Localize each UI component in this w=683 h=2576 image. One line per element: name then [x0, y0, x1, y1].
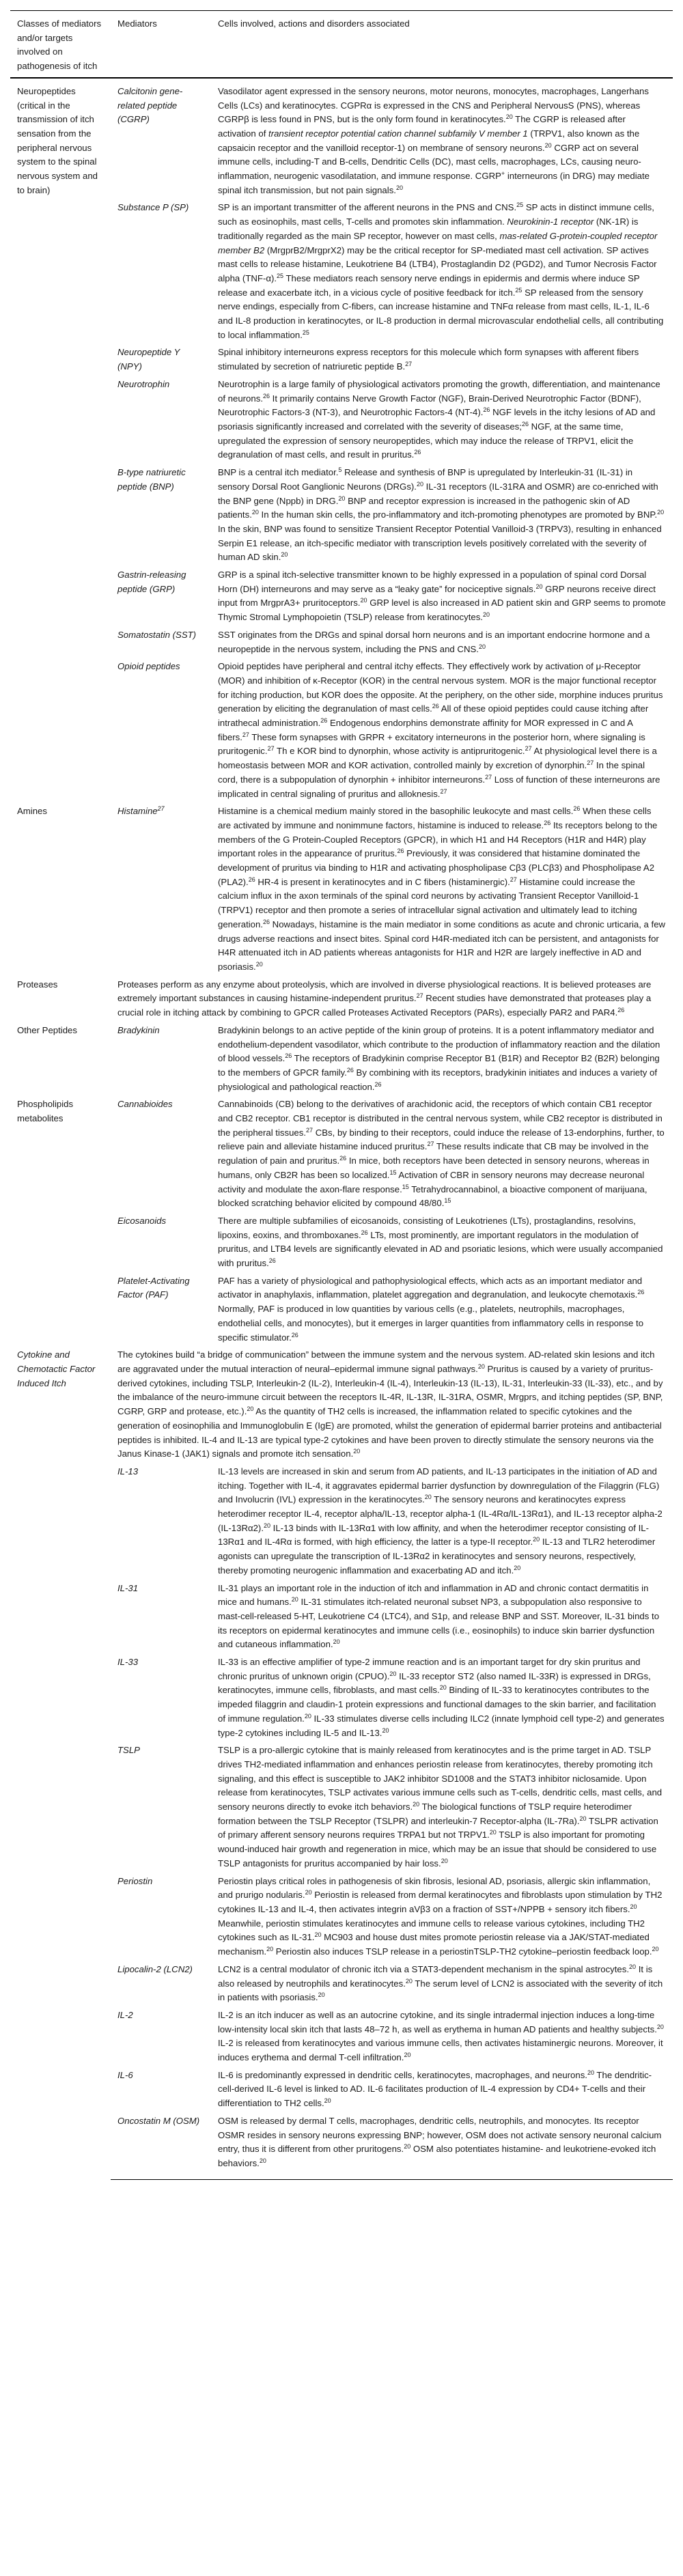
class-cell: Neuropeptides (critical in the transmission of itch sensation from the peripheral nervous system to the spinal nervous system and to brain) [17, 85, 98, 195]
text-run: IL-31 stimulates itch-related neuronal subset NP3, a subpopulation also responsive to mast-cell-released 5-HT, Leukotriene C4 (LTC4), and S1p, and release BNP and SST. Moreover, IL-31 binds to its receptors on epidermal keratinocytes and immune cells (i.e., eosinophils) to induce skin barrier dysfunction and cutaneous inflammation. [218, 1597, 660, 1650]
text-run: Periostin plays critical roles in pathogenesis of skin fibrosis, lesional AD, psoriasis, allergic skin inflammation, and prurigo nodularis. [218, 1875, 651, 1901]
description-cell [111, 1346, 673, 1463]
text-run: The serum level of LCN2 is associated with the severity of itch in patients with psoriasis. [218, 1978, 663, 2003]
text-run: The sensory neurons and keratinocytes express heterodimer receptor IL-4, receptor alpha/IL-13, receptor alpha-1 (IL-4Rα/IL-13Rα1), and IL-13 receptor alpha-2 (IL-13Rα2). [218, 1494, 663, 1533]
reference-superscript: 20 [324, 2097, 331, 2105]
text-run: SST originates from the DRGs and spinal dorsal horn neurons and is an important endocrine hormone and a neuropeptide in the nervous system, including the PNS and CNS. [218, 629, 650, 654]
reference-superscript: 20 [441, 1857, 448, 1864]
mediator-name: Neurotrophin [117, 378, 170, 389]
text-run: These results indicate that CB may be involved in the regulation of pain and pruritus. [218, 1141, 649, 1166]
reference-superscript: 20 [247, 1405, 254, 1413]
reference-superscript: 20 [395, 184, 403, 191]
text-run: The dendritic-cell-derived IL-6 level is linked to AD. IL-6 facilitates production of IL-4 expression by CD4+ T-cells and their differentiation to TH2 cells. [218, 2069, 652, 2109]
text-run: At physiological level there is a homeostasis between MOR and KOR activation, controlled mainly by excretion of dynorphin. [218, 746, 657, 771]
text-run: TSLP is a pro-allergic cytokine that is mainly released from keratinocytes and is the prime target in AD. TSLP drives TH2-mediated inflammation and enhances periostin release from keratinocytes, thereby promoting itch signaling, and this effect is susceptible to JAK2 inhibitor SD1008 and the STAT3 inhibitor niclosamide. Upon release from keratinocytes, TSLP activates various immune cells such as T-cells, dendritic cells, mast cells, and sensory neurons directly to evoke itch behaviors. [218, 1745, 663, 1812]
reference-superscript: 20 [305, 1889, 312, 1896]
text-run: Normally, PAF is produced in low quantities by various cells (e.g., platelets, neutrophils, macrophages, endothelial cells, and monocytes), but it emerges in larger quantities from inflammatory cells in response to specific stimulator. [218, 1304, 644, 1343]
description-cell [211, 1653, 673, 1741]
reference-superscript: 20 [389, 1670, 397, 1677]
reference-superscript: 20 [477, 1362, 485, 1370]
mediator-cell [111, 1653, 211, 1741]
class-cell: Cytokine and Chemotactic Factor Induced Itch [17, 1349, 96, 1388]
text-run: GRP neurons receive direct input from MrgprA3+ pruritoceptors. [218, 583, 656, 608]
reference-superscript: 26 [285, 1052, 292, 1060]
mediator-cell [111, 658, 211, 802]
mediator-name: IL-31 [117, 1582, 139, 1593]
text-run: The cytokines build “a bridge of communication” between the immune system and the nervous system. AD-related skin lesions and itch are aggravated under the mutual interaction of neural–epidermal immune signal pathways. [117, 1349, 655, 1374]
reference-superscript: + [501, 170, 505, 178]
reference-superscript: 20 [413, 1801, 420, 1808]
text-run: Histamine is a chemical medium mainly stored in the basophilic leukocyte and mast cells. [218, 806, 574, 817]
text-run: Spinal inhibitory interneurons express receptors for this molecule which form synapses with afferent fibers stimulated by secretion of natriuretic peptide B. [218, 347, 639, 372]
reference-superscript: 20 [482, 611, 490, 619]
text-run: CBs, by binding to their receptors, could induce the release of 13-endorphins, further, to relieve pain and alleviate histamine induced pruritus. [218, 1127, 665, 1152]
text-run: In mice, both receptors have been detected in sensory neurons, whereas in humans, only CB2R has been so localized. [218, 1156, 650, 1180]
text-run: TSLPR activation of primary afferent sensory neurons requires TRPA1 but not TRPV1. [218, 1815, 658, 1840]
mediator-name: Oncostatin M (OSM) [117, 2115, 200, 2126]
text-run: Th e KOR bind to dynorphin, whose activity is antipruritogenic. [274, 746, 525, 757]
reference-superscript: 26 [339, 1155, 347, 1162]
text-run: Cannabinoids (CB) belong to the derivatives of arachidonic acid, the receptors of which contain CB1 receptor and CB2 receptor. CB1 receptor is distributed in the central nervous system, while CB2 receptor is distributed in the peripheral tissues. [218, 1099, 663, 1138]
mediator-cell [111, 1272, 211, 1347]
itch-mediators-table [10, 10, 673, 2180]
reference-superscript: 20 [533, 1536, 540, 1543]
text-run: IL-2 is an itch inducer as well as an autocrine cytokine, and its single intradermal injection induces a long-time low-intensity local skin itch that lasts 48–72 h, as well as erythema in human AD patients and healthy subjects. [218, 2009, 657, 2034]
reference-superscript: 26 [397, 848, 404, 855]
text-run: LTs, most prominently, are important regulators in the modulation of pruritus, and LTB4 levels are significantly elevated in AD and psoriatic lesions, which were usually accompanied with pruritus. [218, 1229, 663, 1269]
reference-superscript: 20 [416, 480, 423, 488]
mediator-cell [111, 2006, 211, 2067]
reference-superscript: 20 [266, 1946, 274, 1953]
reference-superscript: 20 [255, 961, 263, 968]
reference-superscript: 20 [657, 509, 665, 516]
reference-superscript: 20 [544, 141, 552, 149]
text-run: Proteases perform as any enzyme about proteolysis, which are involved in diverse physiological reactions. It is believed proteases are extremely important substances in causing histamine-independent pruritus. [117, 979, 652, 1004]
description-cell [211, 1961, 673, 2006]
text-run: IL-33 receptor ST2 (also named IL-33R) is expressed in DRGs, keratinocytes, immune cells, fibroblasts, and mast cells. [218, 1670, 651, 1696]
bottom-margin [10, 2180, 673, 2200]
reference-superscript: 26 [374, 1080, 382, 1088]
class-cell: Proteases [17, 979, 58, 990]
text-run: Nowadays, histamine is the main mediator in some conditions as acute and chronic urticaria, a few drugs adverse reactions and insect bites. Spinal cord H4R-mediated itch can be persistent, and antagonists for H4R attenuated itch in AD patients whereas antagonists for H1R and H2R are largely ineffective in AD and psoriasis. [218, 919, 666, 972]
reference-superscript: 20 [382, 1726, 389, 1734]
text-run: Previously, it was considered that histamine dominated the development of pruritus via binding to H1R and activating phospholipase Cβ3 (PLCβ3) and Phospholipase A2 (PLA2). [218, 848, 655, 887]
reference-superscript: 20 [652, 1946, 659, 1953]
text-run: OSM is released by dermal T cells, macrophages, dendritic cells, neutrophils, and monocytes. Its receptor OSMR resides in sensory neurons expressing BNP; however, OSM does not activate sensory neuronal calcium entry, thus it is different from other pruritogens. [218, 2115, 662, 2155]
mediator-name: IL-2 [117, 2009, 133, 2020]
reference-superscript: 20 [656, 2023, 664, 2030]
reference-superscript: 26 [521, 420, 529, 428]
reference-superscript: 26 [483, 406, 490, 414]
class-cell: Phospholipids metabolites [17, 1099, 74, 1124]
mediator-name: Cannabioides [117, 1099, 173, 1110]
text-run: Periostin also induces TSLP release in a periostinTSLP-TH2 cytokine–periostin feedback loop. [273, 1946, 652, 1957]
reference-superscript: 27 [242, 731, 249, 738]
mediator-name: Platelet-Activating Factor (PAF) [117, 1275, 190, 1300]
italic-term: transient receptor potential cation channel subfamily V member 1 [268, 128, 528, 139]
italic-term: Neurokinin-1 receptor [507, 216, 594, 227]
reference-superscript: 15 [389, 1168, 397, 1176]
text-run: In the spinal cord, there is a subpopulation of dynorphin + inhibitor interneurons. [218, 760, 645, 785]
text-run: All of these opioid peptides could cause itching after intrathecal administration. [218, 703, 649, 729]
mediator-cell [111, 344, 211, 375]
mediator-name: Lipocalin-2 (LCN2) [117, 1963, 193, 1974]
reference-superscript: 26 [263, 918, 270, 925]
mediator-name: B-type natriuretic peptide (BNP) [117, 467, 186, 492]
mediator-cell [111, 1212, 211, 1272]
reference-superscript: 20 [314, 1931, 322, 1939]
reference-superscript: 26 [268, 1257, 276, 1265]
reference-superscript: 20 [333, 1638, 340, 1646]
text-run: LCN2 is a central modulator of chronic itch via a STAT3-dependent mechanism in the spinal astrocytes. [218, 1963, 630, 1974]
reference-superscript: 25 [516, 201, 524, 209]
text-run: Loss of function of these interneurons are implicated in central signaling of pruritus and alloknesis. [218, 774, 660, 799]
text-run: NGF, at the same time, upregulated the expression of sensory neuropeptides, which may induce the release of TRPV1, elicit the degranulation of mast cells, and result in pruritus. [218, 421, 634, 460]
text-run: (TRPV1, also known as the capsaicin receptor and the vanilloid receptor-1) on membrane of sensory neurons. [218, 128, 640, 153]
text-run: IL-2 is released from keratinocytes and various immune cells, then activates histaminergic neurons. Moreover, it induces erythema and dermal T-cell infiltration. [218, 2038, 663, 2063]
description-cell [211, 376, 673, 464]
text-run: GRP level is also increased in AD patient skin and GRP seems to promote Thymic Stromal Lymphopoietin (TSLP) release from keratinocytes. [218, 598, 666, 623]
mediator-cell [111, 1095, 211, 1212]
text-run: OSM also potentiates histamine- and leukotriene-evoked itch behaviors. [218, 2144, 656, 2168]
reference-superscript: 27 [510, 876, 517, 883]
description-cell [211, 566, 673, 626]
mediator-cell [111, 1961, 211, 2006]
reference-superscript: 20 [360, 597, 367, 604]
mediator-cell [111, 1463, 211, 1580]
reference-superscript: 20 [251, 509, 259, 516]
text-run: Recent studies have demonstrated that proteases play a crucial role in itching attack by combining to GPCR called Proteases Activated Receptors (PARs), especially PAR2 and PAR4. [117, 993, 652, 1018]
text-run: Release and synthesis of BNP is upregulated by Interleukin-31 (IL-31) in sensory Dorsal Root Ganglionic Neurons (DRGs). [218, 467, 633, 492]
mediator-name: Opioid peptides [117, 661, 180, 672]
table-row [10, 1095, 673, 1212]
header-mediators: Mediators [117, 18, 157, 29]
reference-superscript: 20 [587, 2069, 594, 2076]
text-run: In the skin, BNP was found to sensitize Transient Receptor Potential Vanilloid-3 (TRPV3), resulting in enhanced Serpin E1 release, an itch-specific mediator with transcription levels positively correlated with the severity of human AD skin. [218, 523, 662, 563]
reference-superscript: 27 [485, 773, 492, 781]
description-cell [211, 464, 673, 566]
class-cell: Amines [17, 806, 47, 817]
mediator-cell [111, 566, 211, 626]
mediator-cell [111, 802, 211, 975]
reference-superscript: 20 [629, 1963, 637, 1970]
reference-superscript: 26 [320, 717, 328, 725]
text-run: By combining with its receptors, bradykinin initiates and induces a variety of physiological and pathological reaction. [218, 1067, 658, 1092]
mediator-cell [111, 464, 211, 566]
text-run: It is also released by neutrophils and keratinocytes. [218, 1963, 653, 1989]
text-run: Pruritus is caused by a variety of pruritus-derived cytokines, including TSLP, Interleukin-2 (IL-2), Interleukin-4 (IL-4), Interleukin-13 (IL-13), IL-31, Interleukin-33 (IL-33), etc., and by the imbalance of the neuro-immune circuit between the receptors IL-4R, IL-13R, IL-31RA, OSMR, Mrgprs, and itching peptides (SP, BNP, CGRP, GRP and protease, etc.). [117, 1363, 663, 1417]
text-run: interneurons (in DRG) may mediate spinal itch transmission, but not pain signals. [218, 171, 650, 195]
reference-superscript: 20 [404, 2143, 411, 2151]
text-run: The biological functions of TSLP require heterodimer formation between the TSLP Receptor (TSLPR) and interleukin-7 Receptor-alpha (IL-7Ra). [218, 1802, 632, 1826]
text-run: The receptors of Bradykinin comprise Receptor B1 (B1R) and Receptor B2 (B2R) belonging to the members of GPCR family. [218, 1053, 660, 1078]
text-run: IL-13 levels are increased in skin and serum from AD patients, and IL-13 participates in the initiation of AD and itching. Together with IL-4, it aggravates epidermal barrier dysfunction by downregulation of the Filaggrin (FLG) and Involucrin (IVL) expression in the keratinocytes. [218, 1466, 660, 1505]
mediator-name: Neuropeptide Y (NPY) [117, 347, 180, 372]
text-run: MC903 and house dust mites promote periostin release via a JAK/STAT-mediated mechanism. [218, 1932, 650, 1957]
header-classes: Classes of mediators and/or targets involved on pathogenesis of itch [17, 18, 102, 72]
mediator-cell [111, 1873, 211, 1961]
text-run: Opioid peptides have peripheral and central itchy effects. They effectively work by activation of μ-Receptor (MOR) and inhibition of κ-Receptor (KOR) in the central nervous system. MOR is the major functional receptor for itching production, but KOR does the opposite. At the periphery, on the other side, morphine induces pruritus generation by eliciting the degranulation of mast cells. [218, 661, 663, 714]
mediator-cell [111, 1022, 211, 1096]
description-cell [211, 1580, 673, 1654]
reference-superscript: 27 [405, 361, 413, 368]
reference-superscript: 20 [514, 1564, 521, 1571]
text-run: SP released from the sensory nerve endings, especially from C-fibers, can increase histamine and TNFα release from mast cells, IL-1, IL-6 and IL-8 production in keratinocytes, or IL-8 production in dermal microvascular endothelial cells, all contributing to local inflammation. [218, 287, 664, 340]
reference-superscript: 20 [318, 1991, 325, 1999]
reference-superscript: 20 [424, 1494, 432, 1501]
table-row [10, 976, 673, 1022]
reference-superscript: 25 [515, 286, 522, 294]
text-run: IL-6 is predominantly expressed in dendritic cells, keratinocytes, macrophages, and neurons. [218, 2069, 587, 2080]
mediator-cell [111, 1580, 211, 1654]
text-run: Its receptors belong to the members of the G Protein-Coupled Receptors (GPCR), in which H1 and H4 Receptors (H1R and H4R) play important roles in the appearance of pruritus. [218, 820, 658, 859]
description-cell [211, 1272, 673, 1347]
reference-superscript: 15 [402, 1183, 409, 1190]
text-run: IL-31 receptors (IL-31RA and OSMR) are co-enriched with the BNP gene (Nppb) in DRG. [218, 481, 658, 506]
text-run: When these cells are activated by immune and nonimmune factors, histamine is induced to release. [218, 806, 652, 830]
reference-superscript: 20 [304, 1712, 311, 1720]
reference-superscript: 26 [248, 876, 255, 883]
text-run: BNP is a central itch mediator. [218, 467, 339, 478]
reference-superscript: 26 [573, 805, 581, 813]
table-row [10, 78, 673, 199]
mediator-name: IL-6 [117, 2069, 133, 2080]
description-cell [211, 626, 673, 658]
mediator-name: IL-33 [117, 1657, 139, 1668]
text-run: These form synapses with GRPR + excitatory interneurons in the posterior horn, where signaling is pruritogenic. [218, 731, 645, 757]
text-run: Neurotrophin is a large family of physiological activators promoting the growth, differentiation, and maintenance of neurons. [218, 378, 660, 404]
text-run: SP is an important transmitter of the afferent neurons in the PNS and CNS. [218, 202, 517, 213]
mediator-name: Eicosanoids [117, 1215, 167, 1226]
reference-superscript: 26 [637, 1289, 645, 1296]
text-run: As the quantity of TH2 cells is increased, the inflammation related to specific cytokines and the generation of eosinophilia and Immunoglobulin E (IgE) are promoted, whilst the generation of epidermal barrier proteins and antibacterial peptides is inhibited. IL-4 and IL-13 are typical type-2 cytokines and have been proven to directly stimulate the sensory neurons via the Janus Kinase-1 (JAK1) signals and promote itch sensation. [117, 1406, 662, 1459]
text-run: These mediators reach sensory nerve endings in epidermis and dermis where induce SP release and exacerbate itch, in a vicious cycle of positive feedback for itch. [218, 272, 640, 298]
reference-superscript: 26 [414, 449, 421, 456]
text-run: Binding of IL-33 to keratinocytes contributes to the impeded filaggrin and claudin-1 protein expressions and functional damages to the skin barrier, and facilitation of immune regulation. [218, 1685, 656, 1724]
description-cell [211, 344, 673, 375]
mediator-name: Histamine [117, 806, 158, 817]
description-cell [211, 78, 673, 199]
text-run: SP acts in distinct immune cells, such as eosinophils, mast cells, T-cells and promotes skin inflammation. [218, 202, 654, 227]
text-run: IL-33 is an effective amplifier of type-2 immune reaction and is an important target for dry skin pruritus and chronic pruritus of unknown origin (CPUO). [218, 1657, 641, 1681]
mediator-cell [111, 2112, 211, 2179]
reference-superscript: 27 [416, 992, 423, 1000]
text-run: (NK-1R) is traditionally regarded as the main SP receptor, however on mast cells, [218, 216, 639, 241]
text-run: Tetrahydrocannabinol, a bioactive component of marijuana, blocked scratching behavior elicited by compound 48/80. [218, 1184, 647, 1209]
reference-superscript: 26 [544, 819, 551, 826]
text-run: IL-13 binds with IL-13Rα1 with low affinity, and when the heterodimer receptor consisting of IL-13Rα1 and IL-4Rα is formed, with high efficiency, the latter is a type-II receptor. [218, 1522, 649, 1548]
reference-superscript: 20 [489, 1829, 497, 1836]
reference-superscript: 20 [264, 1522, 271, 1529]
mediator-cell [111, 199, 211, 344]
reference-superscript: 27 [157, 805, 165, 813]
text-run: It primarily contains Nerve Growth Factor (NGF), Brain-Derived Neurotrophic Factor (BDNF), Neurotrophic Factors-3 (NT-3), and Neurotrophic Factors-4 (NT-4). [218, 393, 641, 418]
reference-superscript: 26 [346, 1066, 354, 1074]
table-header [10, 11, 673, 78]
mediator-name: TSLP [117, 1745, 140, 1756]
reference-superscript: 26 [262, 392, 270, 400]
header-cells-actions: Cells involved, actions and disorders associated [218, 18, 410, 29]
header-row [10, 11, 673, 78]
text-run: Meanwhile, periostin stimulates keratinocytes and immune cells to release various cytokines, including TH2 cytokines such as IL-31. [218, 1918, 645, 1943]
text-run: Vasodilator agent expressed in the sensory neurons, motor neurons, monocytes, macrophages, Langerhans Cells (LCs) and keratinocytes. CGPRα is expressed in the CNS and Peripheral NervousS (PNS), whereas CGRPβ is less found in PNS, but is the only form found in keratinocytes. [218, 85, 649, 125]
reference-superscript: 27 [440, 787, 447, 795]
description-cell [211, 1095, 673, 1212]
reference-superscript: 25 [277, 272, 284, 279]
mediator-cell [111, 626, 211, 658]
reference-superscript: 27 [427, 1140, 434, 1148]
text-run: Bradykinin belongs to an active peptide of the kinin group of proteins. It is a potent inflammatory mediator and endothelium-dependent vasodilator, which contribute to the production of inflammatory reaction and the dilation of blood vessels. [218, 1024, 660, 1064]
reference-superscript: 20 [630, 1903, 637, 1910]
description-cell [211, 1022, 673, 1096]
reference-superscript: 20 [281, 551, 288, 559]
text-run: Histamine could increase the calcium influx in the axon terminals of the spinal cord neurons by activating Transient Receptor Vanilloid-1 (TRPV1) receptor and then promote a series of intracellular signal activation and ultimately lead to itching generation. [218, 876, 639, 929]
reference-superscript: 26 [361, 1229, 368, 1236]
reference-superscript: 20 [404, 2052, 411, 2059]
reference-superscript: 20 [505, 113, 513, 121]
mediator-name: Periostin [117, 1875, 153, 1886]
class-cell: Other Peptides [17, 1024, 77, 1035]
reference-superscript: 27 [525, 745, 532, 753]
reference-superscript: 20 [478, 643, 486, 650]
text-run: NGF levels in the itchy lesions of AD and psoriasis significantly increased and correlated with the severity of diseases; [218, 407, 656, 432]
text-run: There are multiple subfamilies of eicosanoids, consisting of Leukotrienes (LTs), prostaglandins, resolvins, lipoxins, eoxins, and thromboxanes. [218, 1215, 636, 1240]
reference-superscript: 5 [338, 466, 342, 474]
description-cell [211, 1741, 673, 1872]
text-run: IL-13 and TLR2 heterodimer agonists can upregulate the transcription of IL-13Rα2 in keratinocytes and sensory neurons, respectively, thereby promoting neurogenic inflammation and exacerbating AD and itch. [218, 1537, 656, 1576]
reference-superscript: 20 [353, 1448, 361, 1455]
reference-superscript: 27 [587, 759, 594, 767]
reference-superscript: 27 [306, 1126, 313, 1134]
reference-superscript: 26 [432, 703, 439, 710]
reference-superscript: 26 [291, 1331, 298, 1339]
text-run: BNP and receptor expression is increased in the pathogenic skin of AD patients. [218, 495, 630, 520]
reference-superscript: 20 [535, 583, 543, 590]
mediator-name: Substance P (SP) [117, 202, 189, 213]
italic-term: mas-related G-protein-coupled receptor member B2 [218, 230, 658, 255]
table-body [10, 78, 673, 2179]
text-run: GRP is a spinal itch-selective transmitter known to be highly expressed in a population of spinal cord Dorsal Horn (DH) interneurons and may serve as a “leaky gate” for nociceptive signals. [218, 570, 647, 594]
reference-superscript: 20 [338, 494, 346, 502]
table-row [10, 1022, 673, 1096]
description-cell [211, 2112, 673, 2179]
mediator-cell [111, 376, 211, 464]
table-row [10, 802, 673, 975]
description-cell [211, 1463, 673, 1580]
description-cell [211, 802, 673, 975]
mediator-name: Bradykinin [117, 1024, 160, 1035]
description-cell [211, 2067, 673, 2112]
text-run: IL-33 stimulates diverse cells including ILC2 (innate lymphoid cell type-2) and generates type-2 cytokines including IL-5 and IL-13. [218, 1713, 665, 1738]
table-row [10, 1346, 673, 1463]
description-cell [211, 199, 673, 344]
reference-superscript: 15 [444, 1197, 451, 1205]
text-run: The CGRP is released after activation of [218, 114, 626, 139]
text-run: TSLP is also important for promoting wound-induced hair growth and regeneration in mice, which may be an issue that should be considered to use TSLP antagonists for pruritus accompanied by hair loss. [218, 1830, 657, 1868]
mediator-name: Calcitonin gene-related peptide (CGRP) [117, 85, 183, 125]
reference-superscript: 20 [579, 1815, 587, 1822]
reference-superscript: 20 [405, 1977, 413, 1985]
text-run: (MrgprB2/MrgprX2) may be the critical receptor for SP-mediated mast cell activation. SP actives mast cells to release histamine, Leukotriene B4 (LTB4), Prostaglandin D2 (PGD2), and Tumor Necrosis Factor alpha (TNF-α). [218, 244, 657, 283]
mediator-name: IL-13 [117, 1466, 139, 1476]
description-cell [211, 658, 673, 802]
description-cell [211, 1212, 673, 1272]
text-run: Endogenous endorphins demonstrate affinity for MOR expressed in C and A fibers. [218, 718, 633, 742]
mediator-name: Gastrin-releasing peptide (GRP) [117, 570, 186, 594]
mediator-cell [111, 1741, 211, 1872]
text-run: CGRP act on several immune cells, including-T and B-cells, Dendritic Cells (DC), mast cells, macrophages, LCs, causing neuro-inflammation, neurogenic vasodilatation, and immune response. CGRP [218, 142, 641, 182]
reference-superscript: 25 [302, 328, 309, 336]
reference-superscript: 20 [439, 1684, 447, 1692]
mediator-name: Somatostatin (SST) [117, 629, 197, 640]
text-run: PAF has a variety of physiological and pathophysiological effects, which acts as an important mediator and activator in anaphylaxis, inflammation, platelet aggregation and degranulation, and leukocyte chemotaxis. [218, 1275, 643, 1300]
description-cell [211, 1873, 673, 1961]
mediator-cell [111, 78, 211, 199]
reference-superscript: 26 [617, 1007, 625, 1014]
text-run: IL-31 plays an important role in the induction of itch and inflammation in AD and chronic contact dermatitis in mice and humans. [218, 1582, 649, 1608]
text-run: Activation of CBR in sensory neurons may decrease neuronal activity and modulate the axon-flare response. [218, 1169, 645, 1194]
reference-superscript: 20 [259, 2157, 266, 2164]
description-cell [211, 2006, 673, 2067]
text-run: In the human skin cells, the pro-inflammatory and itch-promoting phenotypes are promoted by BNP. [258, 509, 658, 520]
text-run: Periostin is released from dermal keratinocytes and fibroblasts upon stimulation by TH2 cytokines IL-13 and IL-4, then activates integrin aVβ3 on a fraction of SST+/NPPB + sensory itch fibers. [218, 1890, 663, 1914]
mediator-cell [111, 2067, 211, 2112]
text-run: HR-4 is present in keratinocytes and in C fibers (histaminergic). [255, 876, 510, 887]
reference-superscript: 27 [267, 745, 275, 753]
reference-superscript: 20 [291, 1596, 298, 1604]
description-cell [111, 976, 673, 1022]
